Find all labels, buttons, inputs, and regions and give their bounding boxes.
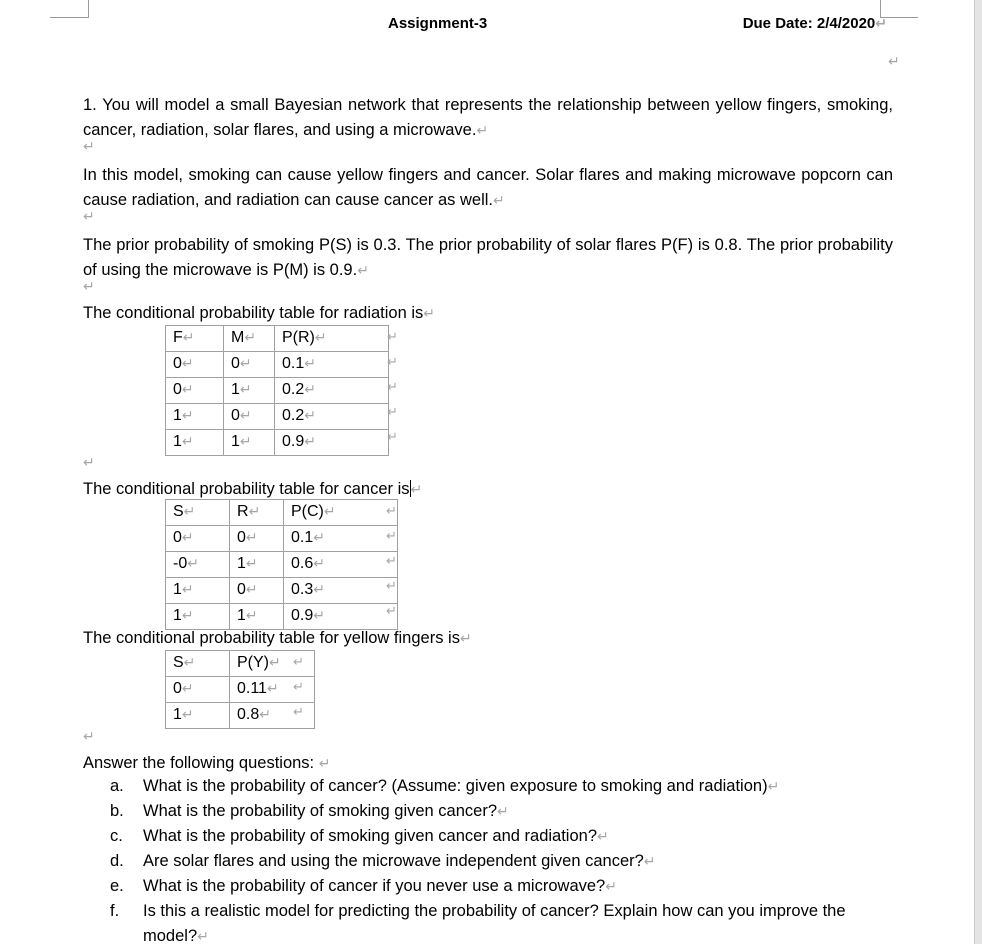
pilcrow-icon: ↵	[181, 530, 194, 546]
table-cell: 1↵	[166, 703, 230, 729]
table-cell: 1↵	[224, 430, 275, 456]
table-header-cell: P(C)↵	[284, 500, 398, 526]
table-cell: 0↵	[166, 378, 224, 404]
pilcrow-icon: ↵	[181, 356, 194, 372]
table-cell: 0.2↵	[275, 378, 389, 404]
pilcrow-icon: ↵	[597, 829, 609, 845]
table-cell: 1↵	[166, 604, 230, 630]
row-end-mark: ↵	[387, 405, 398, 420]
list-marker: a.	[110, 777, 124, 795]
table-cell: 1↵	[166, 430, 224, 456]
question-text: What is the probability of cancer if you never use a microwave?	[143, 877, 606, 895]
pilcrow-icon: ↵	[239, 382, 252, 398]
table-cell: 1↵	[166, 578, 230, 604]
pilcrow-icon: ↵	[410, 482, 423, 498]
table-cell: 0↵	[166, 526, 230, 552]
row-end-mark: ↵	[386, 579, 397, 594]
caption-text: The conditional probability table for radiation is	[83, 304, 424, 322]
caption-radiation-table	[83, 301, 893, 326]
list-marker: e.	[110, 877, 124, 895]
pilcrow-icon: ↵	[181, 408, 194, 424]
pilcrow-icon: ↵	[888, 54, 900, 70]
table-cancer-cpt	[165, 499, 398, 630]
question-text: What is the probability of smoking given cancer and radiation?	[143, 827, 597, 845]
caption-text: The conditional probability table for yellow fingers is	[83, 629, 460, 647]
paragraph-text: The prior probability of smoking P(S) is 0.3. The prior probability of solar flares P(F) is 0.8. The prior probability of using the microwave is P(M) is 0.9.	[83, 236, 893, 279]
list-marker: c.	[110, 827, 123, 845]
table-header-cell: M↵	[224, 326, 275, 352]
row-end-mark: ↵	[387, 380, 398, 395]
pilcrow-icon: ↵	[313, 582, 325, 598]
pilcrow-icon: ↵	[318, 756, 331, 772]
pilcrow-icon: ↵	[245, 582, 258, 598]
table-header-cell: P(R)↵	[275, 326, 389, 352]
table-row	[166, 578, 398, 604]
list-marker: d.	[110, 852, 124, 870]
pilcrow-icon: ↵	[187, 556, 199, 572]
pilcrow-icon: ↵	[323, 504, 336, 520]
pilcrow-icon: ↵	[314, 330, 327, 346]
table-cell: 1↵	[224, 378, 275, 404]
question-text: What is the probability of cancer? (Assume: given exposure to smoking and radiation)	[143, 777, 768, 795]
table-cell: 0↵	[166, 677, 230, 703]
table-cell: -0↵	[166, 552, 230, 578]
question-text: What is the probability of smoking given cancer?	[143, 802, 498, 820]
table-cell: 1↵	[166, 404, 224, 430]
pilcrow-icon: ↵	[83, 729, 95, 745]
pilcrow-icon: ↵	[239, 408, 252, 424]
table-row	[166, 352, 389, 378]
table-cell: 0↵	[166, 352, 224, 378]
list-number: 1.	[83, 96, 97, 114]
table-cell: 0.6↵	[284, 552, 398, 578]
pilcrow-icon: ↵	[493, 193, 505, 209]
pilcrow-icon: ↵	[875, 16, 887, 32]
pilcrow-icon: ↵	[304, 382, 316, 398]
pilcrow-icon: ↵	[83, 209, 95, 225]
pilcrow-icon: ↵	[357, 263, 369, 279]
row-end-mark: ↵	[293, 705, 304, 720]
pilcrow-icon: ↵	[245, 556, 258, 572]
pilcrow-icon: ↵	[245, 530, 258, 546]
table-header-cell: S↵	[166, 500, 230, 526]
paragraph-text: You will model a small Bayesian network that represents the relationship between yellow fingers, smoking, cancer, radiation, solar flares, and using a microwave.	[83, 96, 893, 139]
paragraph-text: Answer the following questions:	[83, 754, 315, 772]
table-row	[166, 378, 389, 404]
table-cell: 0↵	[224, 404, 275, 430]
pilcrow-icon: ↵	[643, 854, 656, 870]
paragraph-model-description	[83, 163, 893, 213]
row-end-mark: ↵	[386, 554, 397, 569]
question-text: Are solar flares and using the microwave independent given cancer?	[143, 852, 644, 870]
pilcrow-icon: ↵	[239, 434, 252, 450]
paragraph-answer-intro	[83, 751, 893, 776]
table-cell: 0.3↵	[284, 578, 398, 604]
pilcrow-icon: ↵	[244, 330, 257, 346]
table-cell: 0.8↵	[230, 703, 315, 729]
table-row	[166, 404, 389, 430]
table-cell: 1↵	[230, 552, 284, 578]
table-header-cell: S↵	[166, 651, 230, 677]
header-due-date: Due Date: 2/4/2020↵	[742, 15, 887, 32]
pilcrow-icon: ↵	[248, 504, 261, 520]
paragraph-priors	[83, 233, 893, 283]
pilcrow-icon: ↵	[313, 608, 325, 624]
pilcrow-icon: ↵	[313, 530, 325, 546]
table-header-cell: P(Y)↵	[230, 651, 315, 677]
table-header-cell: F↵	[166, 326, 224, 352]
table-header-cell: R↵	[230, 500, 284, 526]
pilcrow-icon: ↵	[423, 306, 436, 322]
table-cell: 0.9↵	[275, 430, 389, 456]
pilcrow-icon: ↵	[181, 434, 194, 450]
pilcrow-icon: ↵	[181, 681, 194, 697]
question-item-c	[83, 824, 893, 849]
table-cell: 0↵	[230, 578, 284, 604]
row-end-mark: ↵	[386, 604, 397, 619]
pilcrow-icon: ↵	[313, 556, 325, 572]
row-end-mark: ↵	[386, 504, 397, 519]
list-marker: b.	[110, 802, 124, 820]
pilcrow-icon: ↵	[83, 455, 95, 471]
table-row	[166, 552, 398, 578]
pilcrow-icon: ↵	[83, 279, 95, 295]
question-item-e	[83, 874, 893, 899]
question-item-b	[83, 799, 893, 824]
table-cell: 1↵	[230, 604, 284, 630]
table-row	[166, 526, 398, 552]
pilcrow-icon: ↵	[197, 929, 209, 945]
caption-yellow-fingers-table	[83, 626, 893, 651]
paragraph-item-1	[83, 93, 893, 143]
pilcrow-icon: ↵	[304, 356, 316, 372]
header-title: Assignment-3	[388, 15, 488, 32]
row-end-mark: ↵	[293, 655, 304, 670]
table-cell: 0↵	[230, 526, 284, 552]
question-item-f	[83, 899, 893, 949]
row-end-mark: ↵	[387, 355, 398, 370]
pilcrow-icon: ↵	[181, 707, 194, 723]
page-scroll-gutter[interactable]	[974, 0, 982, 944]
caption-text: The conditional probability table for cancer is	[83, 480, 410, 498]
pilcrow-icon: ↵	[183, 655, 196, 671]
table-cell: 0.11↵	[230, 677, 315, 703]
pilcrow-icon: ↵	[245, 608, 258, 624]
table-cell: 0↵	[224, 352, 275, 378]
table-cell: 0.2↵	[275, 404, 389, 430]
table-cell: 0.1↵	[284, 526, 398, 552]
pilcrow-icon: ↵	[181, 608, 194, 624]
pilcrow-icon: ↵	[183, 504, 196, 520]
page-header	[83, 15, 893, 39]
question-list	[83, 774, 893, 949]
table-header-row	[166, 500, 398, 526]
pilcrow-icon: ↵	[266, 681, 279, 697]
pilcrow-icon: ↵	[259, 707, 271, 723]
question-item-a	[83, 774, 893, 799]
row-end-mark: ↵	[293, 680, 304, 695]
pilcrow-icon: ↵	[239, 356, 252, 372]
pilcrow-icon: ↵	[181, 382, 194, 398]
list-marker: f.	[110, 902, 120, 920]
table-cell: 0.9↵	[284, 604, 398, 630]
table-header-row	[166, 326, 389, 352]
pilcrow-icon: ↵	[269, 655, 281, 671]
row-end-mark: ↵	[387, 330, 398, 345]
row-end-mark: ↵	[387, 430, 398, 445]
table-row	[166, 430, 389, 456]
pilcrow-icon: ↵	[497, 804, 509, 820]
pilcrow-icon: ↵	[605, 879, 617, 895]
pilcrow-icon: ↵	[182, 330, 195, 346]
question-text: Is this a realistic model for predicting the probability of cancer? Explain how can you improve the model?	[143, 902, 846, 945]
pilcrow-icon: ↵	[767, 779, 780, 795]
pilcrow-icon: ↵	[459, 631, 472, 647]
row-end-mark: ↵	[386, 529, 397, 544]
pilcrow-icon: ↵	[83, 139, 95, 155]
pilcrow-icon: ↵	[181, 582, 194, 598]
pilcrow-icon: ↵	[304, 434, 316, 450]
question-item-d	[83, 849, 893, 874]
paragraph-text: In this model, smoking can cause yellow fingers and cancer. Solar flares and making microwave popcorn can cause radiation, and radiation can cause cancer as well.	[83, 166, 893, 209]
table-radiation-cpt	[165, 325, 389, 456]
pilcrow-icon: ↵	[476, 123, 489, 139]
table-cell: 0.1↵	[275, 352, 389, 378]
pilcrow-icon: ↵	[304, 408, 316, 424]
